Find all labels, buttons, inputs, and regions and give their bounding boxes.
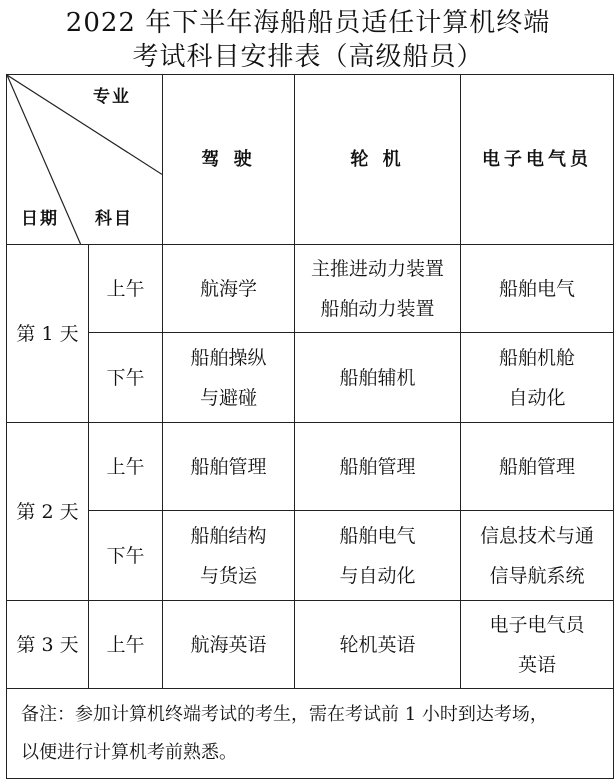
- subject-text: 船舶电气: [339, 524, 416, 547]
- day-label-3: 第 3 天: [7, 601, 89, 689]
- note-line-2: 以便进行计算机考前熟悉。: [21, 741, 237, 763]
- note-row: [7, 689, 614, 779]
- header-row: [7, 75, 614, 245]
- subject-text: 船舶管理: [190, 455, 267, 478]
- table-row: [7, 511, 614, 601]
- subject-cell: [163, 601, 295, 689]
- subject-text: 船舶辅机: [339, 366, 416, 389]
- subject-text: 英语: [517, 653, 556, 676]
- table-row: [7, 333, 614, 423]
- subject-text: 航海英语: [190, 633, 267, 656]
- subject-text: 与避碰: [199, 386, 257, 409]
- table-row: [7, 423, 614, 511]
- subject-cell: [295, 511, 461, 601]
- subject-text: 自动化: [508, 386, 566, 409]
- subject-cell: [295, 245, 461, 333]
- corner-label-date: 日期: [21, 209, 59, 229]
- subject-cell: [163, 245, 295, 333]
- subject-text: 船舶电气: [498, 277, 575, 300]
- subject-cell: [295, 423, 461, 511]
- subject-cell: [461, 245, 614, 333]
- header-corner-cell: [7, 75, 163, 245]
- subject-text: 航海学: [199, 277, 257, 300]
- subject-text: 船舶管理: [498, 455, 575, 478]
- note-cell: [7, 689, 614, 779]
- schedule-table-container: [6, 74, 613, 781]
- column-header-navigation: 驾 驶: [163, 75, 295, 245]
- subject-cell: [461, 601, 614, 689]
- subject-text: 与货运: [199, 564, 257, 587]
- subject-text: 船舶结构: [190, 524, 267, 547]
- table-row: [7, 601, 614, 689]
- subject-text: 信导航系统: [489, 564, 585, 587]
- note-line-1: 备注：参加计算机终端考试的考生，需在考试前 1 小时到达考场，: [21, 703, 548, 725]
- subject-text: 信息技术与通: [479, 524, 594, 547]
- subject-cell: [295, 601, 461, 689]
- corner-label-subject: 科目: [95, 209, 133, 229]
- corner-label-major: 专业: [93, 87, 131, 107]
- subject-text: 船舶动力装置: [320, 297, 435, 320]
- subject-cell: [295, 333, 461, 423]
- subject-text: 与自动化: [339, 564, 416, 587]
- subject-cell: [461, 333, 614, 423]
- subject-text: 电子电气员: [489, 613, 585, 636]
- period-label: 上午: [89, 423, 163, 511]
- subject-text: 船舶管理: [339, 455, 416, 478]
- column-header-electrical: 电子电气员: [461, 75, 614, 245]
- day-label-2: 第 2 天: [7, 423, 89, 601]
- column-header-engineering: 轮 机: [295, 75, 461, 245]
- subject-text: 船舶操纵: [190, 346, 267, 369]
- document-title-line2: 考试科目安排表（高级船员）: [132, 42, 484, 72]
- period-label: 下午: [89, 333, 163, 423]
- day-label-1: 第 1 天: [7, 245, 89, 423]
- schedule-table: [6, 74, 614, 779]
- subject-text: 船舶机舱: [498, 346, 575, 369]
- period-label: 上午: [89, 601, 163, 689]
- document-title-line1: 2022 年下半年海船船员适任计算机终端: [65, 8, 551, 38]
- period-label: 上午: [89, 245, 163, 333]
- subject-cell: [163, 511, 295, 601]
- table-row: [7, 245, 614, 333]
- subject-cell: [461, 423, 614, 511]
- subject-cell: [163, 333, 295, 423]
- subject-cell: [461, 511, 614, 601]
- subject-cell: [163, 423, 295, 511]
- subject-text: 主推进动力装置: [310, 257, 444, 280]
- subject-text: 轮机英语: [339, 633, 416, 656]
- period-label: 下午: [89, 511, 163, 601]
